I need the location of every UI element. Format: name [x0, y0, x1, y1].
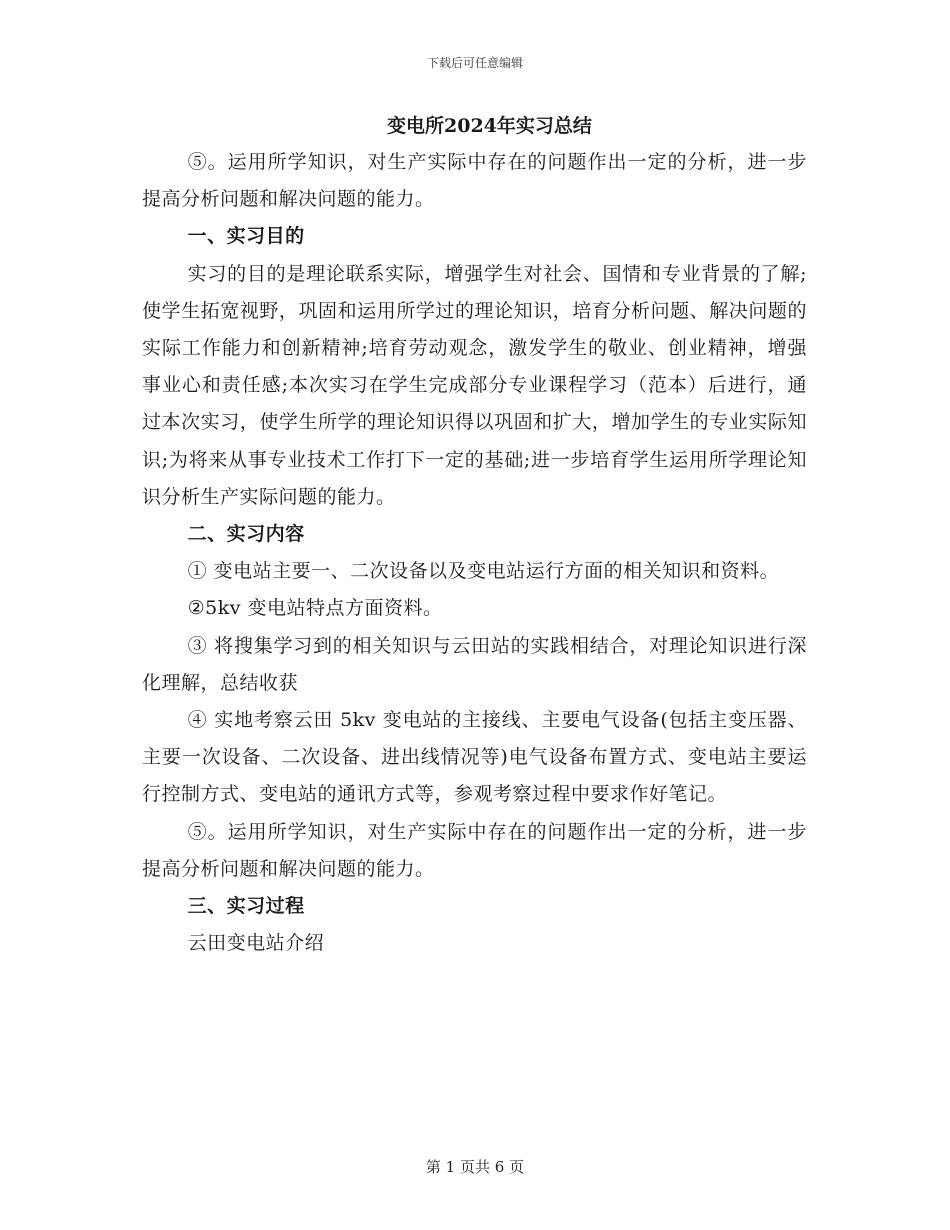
- header-note: 下载后可任意编辑: [426, 56, 523, 70]
- paragraph-content-1: ① 变电站主要一、二次设备以及变电站运行方面的相关知识和资料。: [187, 560, 780, 583]
- paragraph-intro: ⑤。运用所学知识，对生产实际中存在的问题作出一定的分析，进一步提高分析问题和解决问题的能力。: [142, 151, 807, 211]
- paragraph-content-5: ⑤。运用所学知识，对生产实际中存在的问题作出一定的分析，进一步提高分析问题和解决问题的能力。: [142, 820, 807, 880]
- paragraph-purpose: 实习的目的是理论联系实际，增强学生对社会、国情和专业背景的了解;使学生拓宽视野，巩固和运用所学过的理论知识，培育分析问题、解决问题的实际工作能力和创新精神;培育劳动观念，激发学生的敬业、创业精神，增强事业心和责任感;本次实习在学生完成部分专业课程学习（范本）后进行，通过本次实习，使学生所学的理论知识得以巩固和扩大，增加学生的专业实际知识;为将来从事专业技术工作打下一定的基础;进一步培育学生运用所学理论知识分析生产实际问题的能力。: [142, 262, 807, 508]
- section-heading-process: 三、实习过程: [187, 895, 305, 918]
- section-heading-content: 二、实习内容: [187, 523, 305, 546]
- paragraph-content-3: ③ 将搜集学习到的相关知识与云田站的实践相结合，对理论知识进行深化理解，总结收获: [142, 634, 807, 694]
- page-number-footer: 第 1 页共 6 页: [425, 1158, 525, 1176]
- paragraph-content-4: ④ 实地考察云田 5kv 变电站的主接线、主要电气设备(包括主变压器、主要一次设备、二次设备、进出线情况等)电气设备布置方式、变电站主要运行控制方式、变电站的通讯方式等，参观考察过程中要求作好笔记。: [142, 709, 807, 806]
- document-title: 变电所2024年实习总结: [387, 115, 592, 137]
- paragraph-process: 云田变电站介绍: [187, 932, 325, 955]
- section-heading-purpose: 一、实习目的: [187, 225, 305, 248]
- document-body: [142, 108, 807, 962]
- paragraph-content-2: ②5kv 变电站特点方面资料。: [187, 597, 443, 620]
